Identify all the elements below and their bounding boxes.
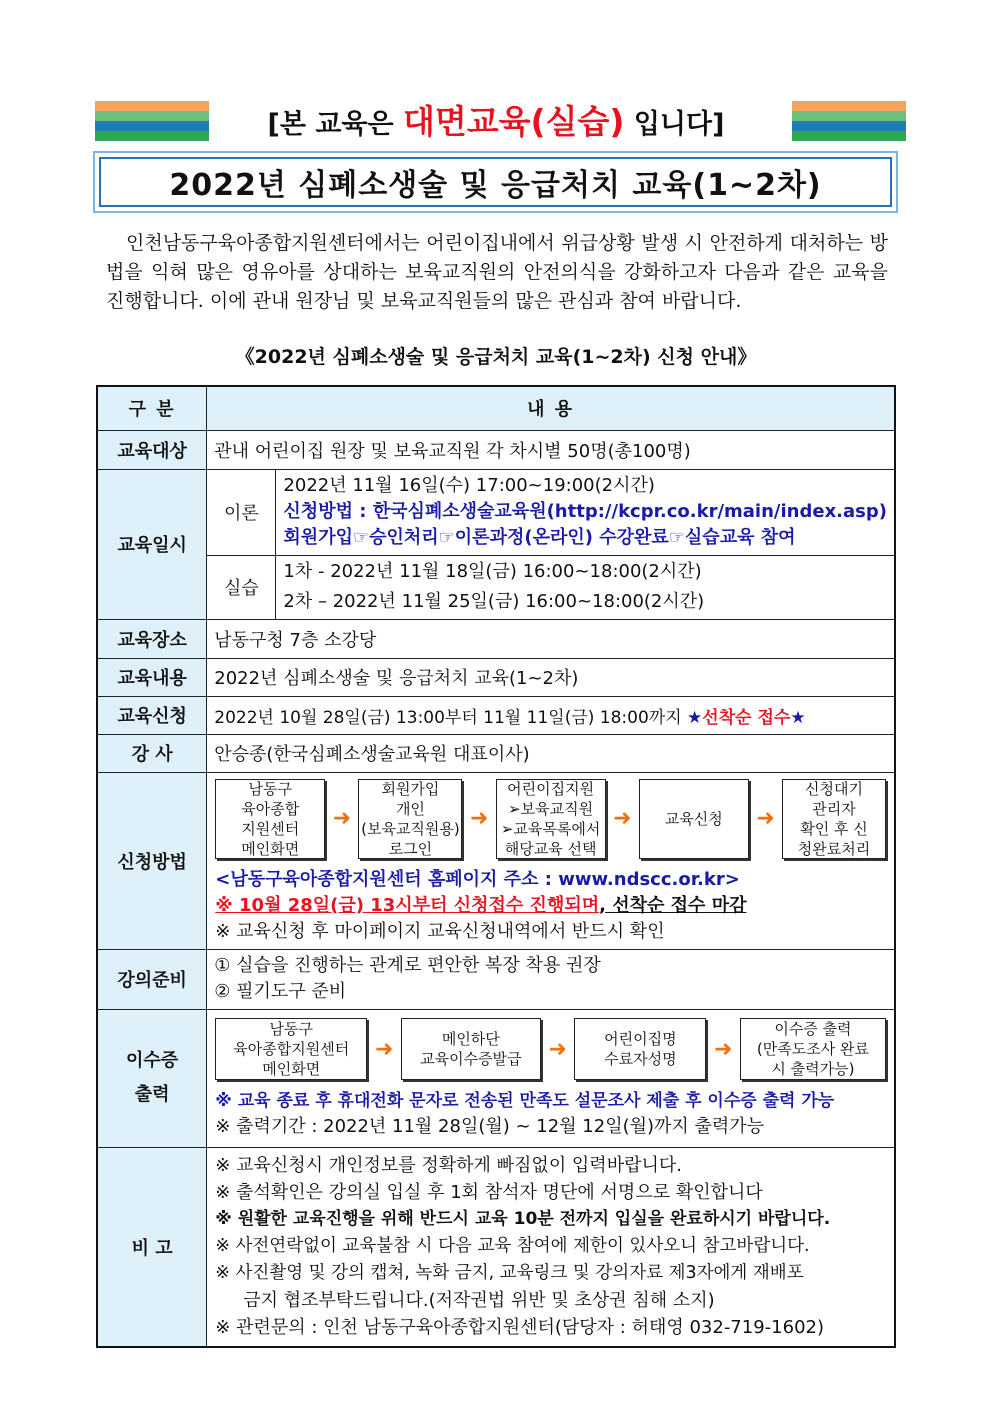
cert-step-1: 남동구 육아종합지원센터 메인화면 — [215, 1018, 367, 1080]
decorative-stripes-left — [95, 101, 209, 141]
practice-label: 실습 — [207, 555, 276, 619]
theory-date: 2022년 11월 16일(수) 17:00~19:00(2시간) — [283, 475, 655, 496]
lecturer-value: 안승종(한국심폐소생술교육원 대표이사) — [207, 734, 895, 772]
place-label: 교육장소 — [97, 619, 207, 658]
remark-item: 금지 협조부탁드립니다.(저작권법 위반 및 초상권 침해 소지) — [243, 1290, 715, 1312]
decorative-stripes-right — [792, 101, 906, 141]
arrow-right-icon: ➜ — [469, 806, 489, 831]
arrow-right-icon: ➜ — [713, 1036, 733, 1062]
education-type-notice: [본 교육은 대면교육(실습) 입니다] — [267, 102, 725, 141]
theory-method[interactable]: 신청방법 : 한국심폐소생술교육원(http://kcpr.co.kr/main/index.asp) — [283, 501, 887, 522]
place-value: 남동구청 7층 소강당 — [207, 619, 895, 658]
cert-step-3: 어린이집명 수료자성명 — [574, 1018, 706, 1080]
title-box — [93, 151, 898, 213]
arrow-right-icon: ➜ — [756, 806, 775, 831]
content-label: 교육내용 — [97, 658, 207, 696]
certificate-notice: ※ 교육 종료 후 휴대전화 문자로 전송된 만족도 설문조사 제출 후 이수증 출력 가능 — [215, 1091, 835, 1111]
application-guide-title: 《2022년 심폐소생술 및 응급처치 교육(1~2차) 신청 안내》 — [235, 346, 757, 368]
remark-label: 비 고 — [97, 1147, 207, 1347]
arrow-right-icon: ➜ — [613, 806, 632, 831]
certificate-period: ※ 출력기간 : 2022년 11월 28일(월) ~ 12월 12일(월)까지 출력가능 — [215, 1116, 765, 1137]
target-label: 교육대상 — [97, 430, 207, 469]
check-notice: ※ 교육신청 후 마이페이지 교육신청내역에서 반드시 확인 — [215, 920, 665, 942]
certificate-flow — [215, 1018, 886, 1080]
arrow-right-icon: ➜ — [332, 806, 352, 831]
remark-item: ※ 관련문의 : 인천 남동구육아종합지원센터(담당자 : 허태영 032-719-1602) — [215, 1317, 824, 1339]
flow-step-2: 회원가입 개인 (보육교직원용) 로그인 — [358, 779, 462, 859]
arrow-right-icon: ➜ — [548, 1036, 567, 1062]
date-label: 교육일시 — [97, 469, 207, 619]
intro-paragraph: 인천남동구육아종합지원센터에서는 어린이집내에서 위급상황 발생 시 안전하게 대처하는 방법을 익혀 많은 영유아를 상대하는 보육교직원의 안전의식을 강화하고자 다음과 같은 교육을 진행합니다. 이에 관내 원장님 및 보육교직원들의 많은 관심과 참여 바랍니다. — [106, 232, 888, 312]
target-value: 관내 어린이집 원장 및 보육교직원 각 차시별 50명(총100명) — [207, 430, 895, 469]
certificate-label: 이수증 출력 — [97, 1009, 207, 1147]
arrow-right-icon: ➜ — [374, 1036, 394, 1062]
info-table — [96, 385, 896, 1348]
method-label: 신청방법 — [97, 772, 207, 949]
flow-step-5: 신청대기 관리자 확인 후 신 청완료처리 — [782, 779, 886, 859]
apply-period: 2022년 10월 28일(금) 13:00부터 11월 11일(금) 18:00까지 ★선착순 접수★ — [207, 696, 895, 734]
apply-label: 교육신청 — [97, 696, 207, 734]
flow-step-1: 남동구 육아종합 지원센터 메인화면 — [215, 779, 325, 859]
remark-item: ※ 교육신청시 개인정보를 정확하게 빠짐없이 입력바랍니다. — [215, 1155, 682, 1177]
remark-item: ※ 사진촬영 및 강의 캡쳐, 녹화 금지, 교육링크 및 강의자료 제3자에게 재배포 — [215, 1263, 804, 1284]
remark-item: ※ 사전연락없이 교육불참 시 다음 교육 참여에 제한이 있사오니 참고바랍니다. — [215, 1236, 810, 1257]
prep-label: 강의준비 — [97, 949, 207, 1009]
practice-session-1: 1차 - 2022년 11월 18일(금) 16:00~18:00(2시간) — [283, 561, 702, 582]
remark-item: ※ 원활한 교육진행을 위해 반드시 교육 10분 전까지 입실을 완료하시기 바랍니다. — [215, 1209, 831, 1230]
application-notice: ※ 10월 28일(금) 13시부터 신청접수 진행되며, 선착순 접수 마감 — [215, 894, 747, 916]
flow-step-3: 어린이집지원 ➢보육교직원 ➢교육목록에서 해당교육 선택 — [496, 779, 606, 859]
header-category: 구 분 — [97, 386, 207, 430]
practice-session-2: 2차 – 2022년 11월 25일(금) 16:00~18:00(2시간) — [283, 591, 705, 612]
content-value: 2022년 심폐소생술 및 응급처치 교육(1~2차) — [207, 658, 895, 696]
theory-steps: 회원가입☞승인처리☞이론과정(온라인) 수강완료☞실습교육 참여 — [283, 527, 796, 548]
flow-step-4: 교육신청 — [639, 779, 749, 859]
theory-label: 이론 — [207, 469, 276, 555]
application-flow — [215, 779, 886, 859]
star-icon: ★ — [687, 707, 703, 728]
cert-step-4: 이수증 출력 (만족도조사 완료 시 출력가능) — [740, 1018, 886, 1080]
page-title: 2022년 심폐소생술 및 응급처치 교육(1~2차) — [99, 157, 892, 207]
lecturer-label: 강 사 — [97, 734, 207, 772]
prep-item-1: ① 실습을 진행하는 관계로 편안한 복장 착용 권장 — [214, 955, 601, 976]
homepage-address[interactable]: <남동구육아종합지원센터 홈페이지 주소 : www.ndscc.or.kr> — [215, 868, 740, 890]
header-content: 내 용 — [207, 386, 895, 430]
cert-step-2: 메인하단 교육이수증발급 — [401, 1018, 541, 1080]
remark-item: ※ 출석확인은 강의실 입실 후 1회 참석자 명단에 서명으로 확인합니다 — [215, 1182, 763, 1204]
star-icon: ★ — [790, 707, 806, 728]
prep-item-2: ② 필기도구 준비 — [214, 981, 347, 1002]
